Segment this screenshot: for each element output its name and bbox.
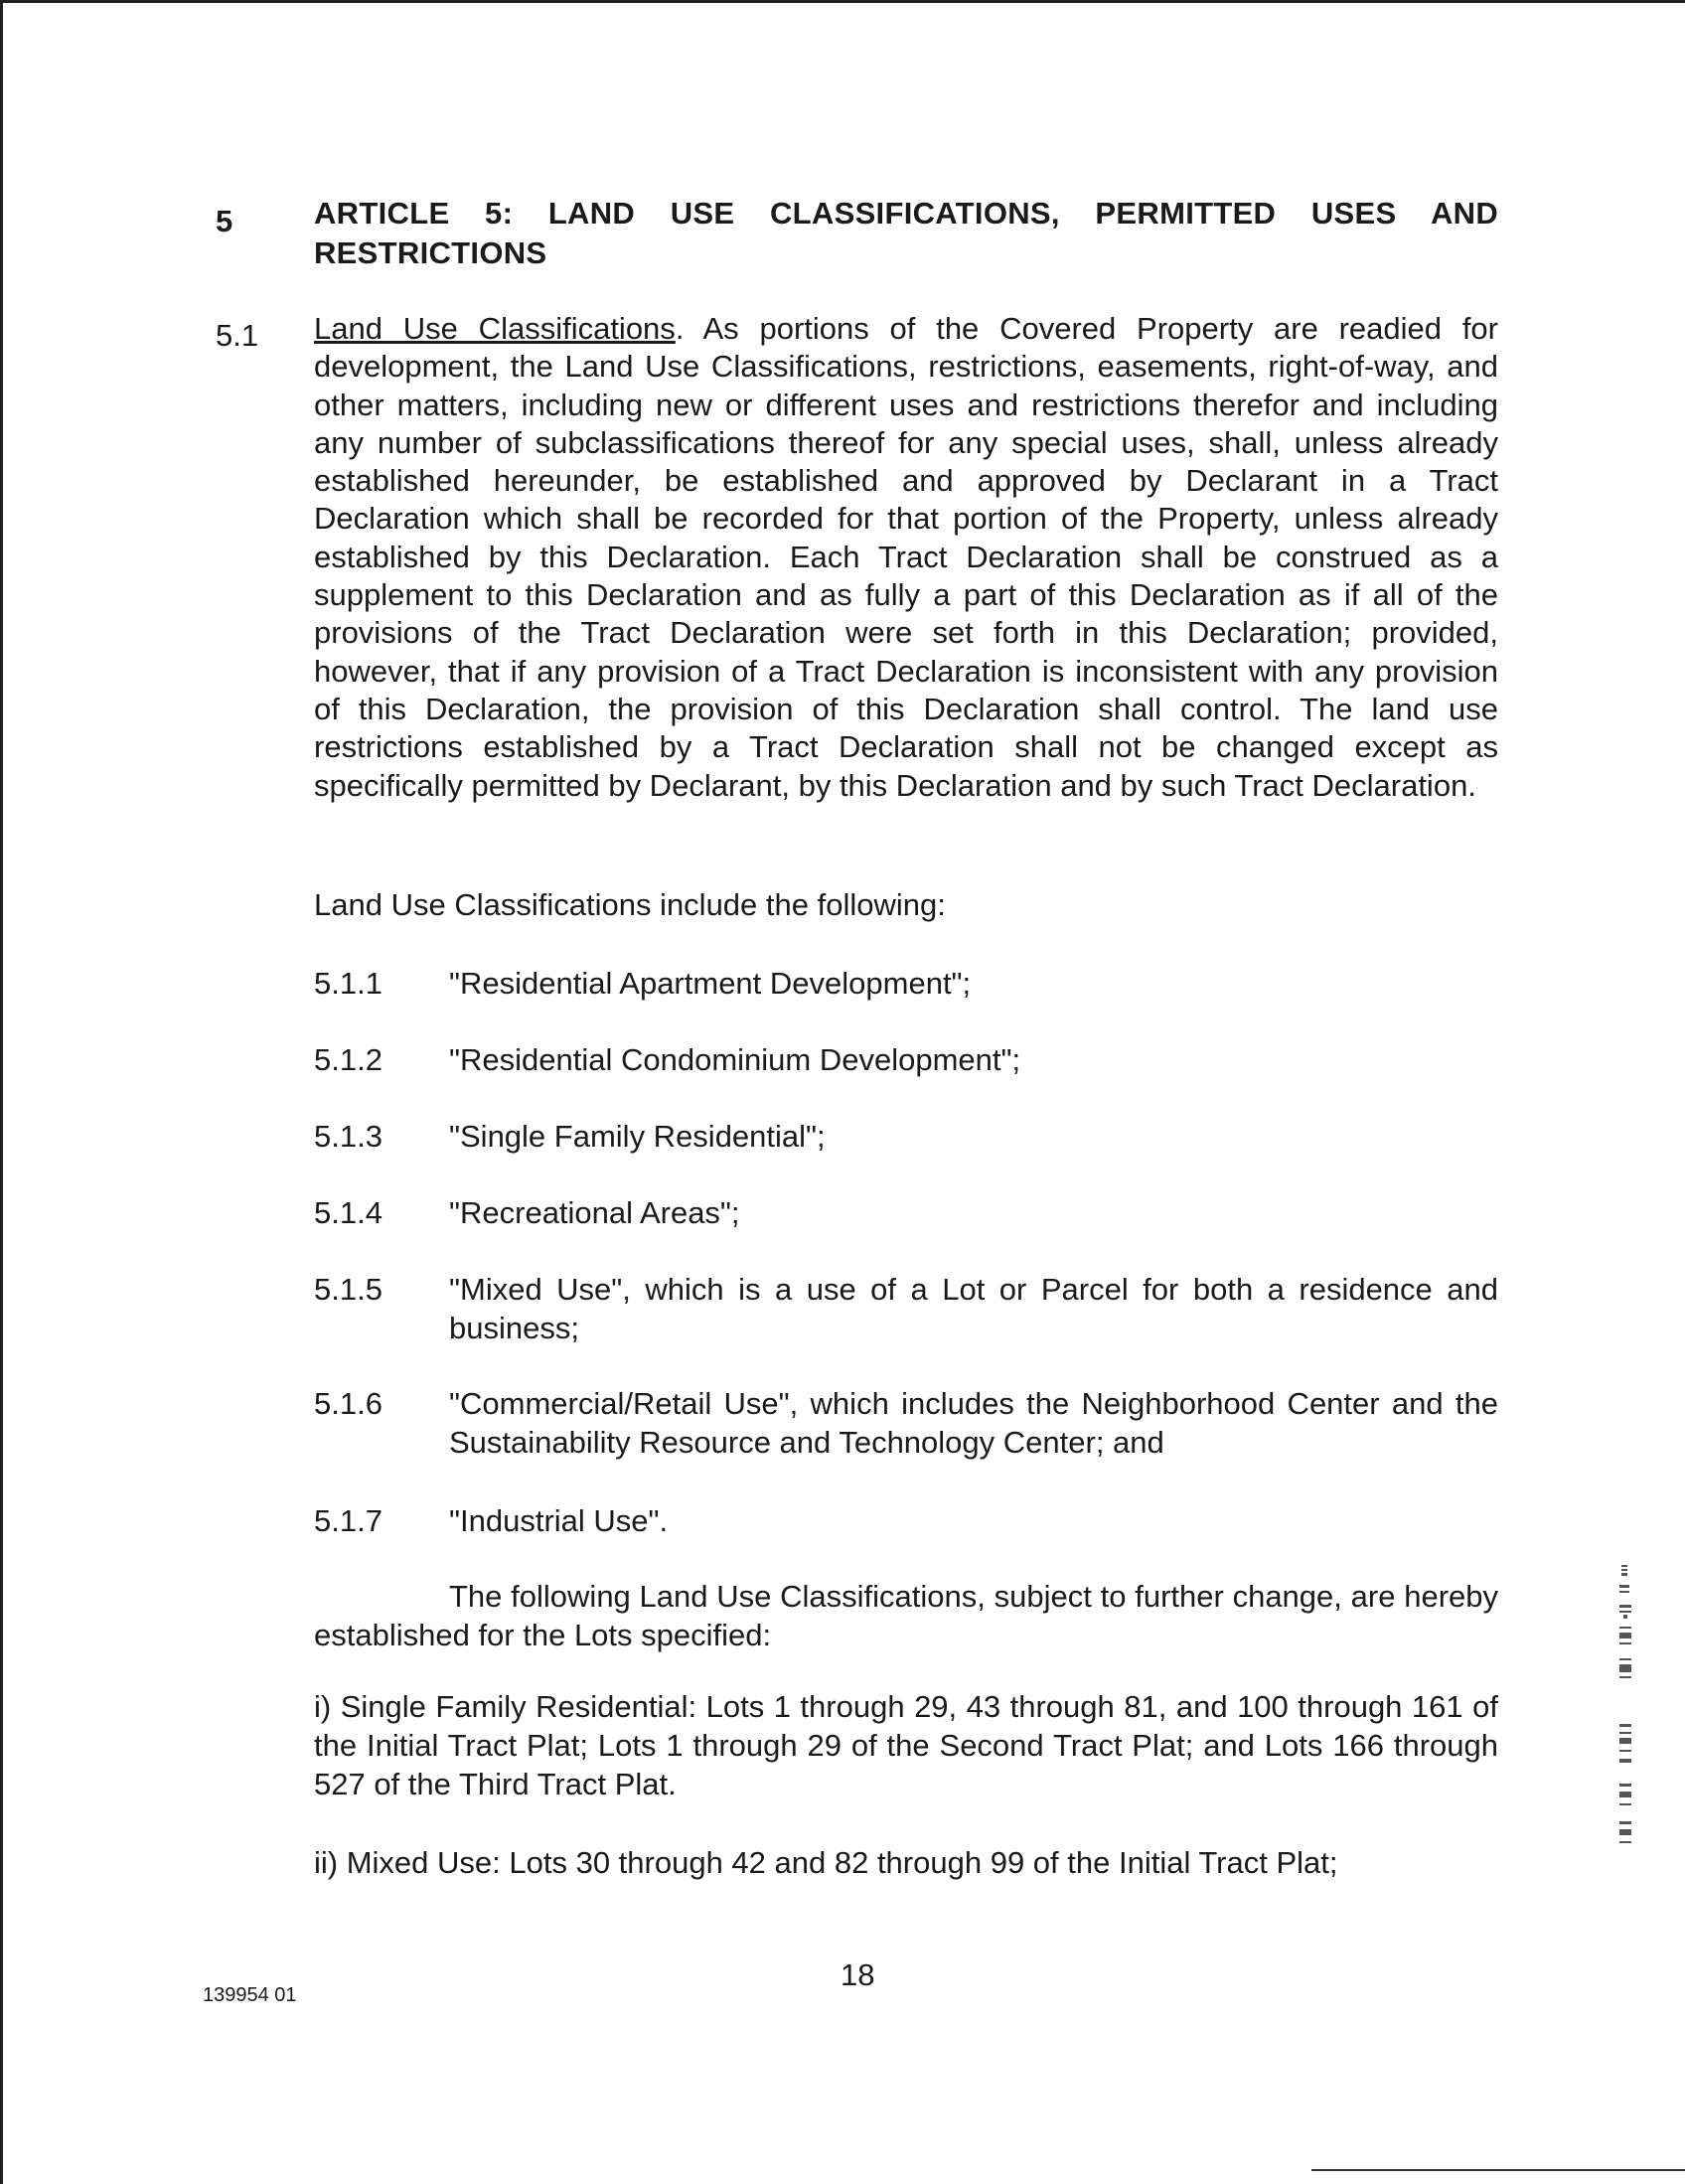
established-item-ii: ii) Mixed Use: Lots 30 through 42 and 82 through 99 of the Initial Tract Plat; — [314, 1845, 1338, 1880]
classification-number: 5.1.7 — [314, 1503, 383, 1538]
scan-border-bottom — [1311, 2169, 1685, 2171]
classification-number: 5.1.6 — [314, 1386, 383, 1421]
margin-recording-stamp — [1611, 1565, 1641, 1923]
classification-text: "Single Family Residential"; — [449, 1119, 826, 1154]
scan-border-left — [0, 0, 3, 2184]
article-number: 5 — [216, 204, 233, 238]
article-title: ARTICLE 5: LAND USE CLASSIFICATIONS, PERMITTED USES AND RESTRICTIONS — [314, 196, 1498, 270]
classification-text: "Commercial/Retail Use", which includes the Neighborhood Center and the Sustainability Resource and Technology Center; and — [449, 1386, 1498, 1460]
established-intro: The following Land Use Classifications, subject to further change, are hereby established for the Lots specified: — [314, 1579, 1498, 1652]
section-heading: Land Use Classifications — [314, 311, 676, 346]
classification-number: 5.1.4 — [314, 1195, 383, 1230]
classification-number: 5.1.2 — [314, 1042, 383, 1077]
document-code: 139954 01 — [203, 1984, 297, 2006]
classification-number: 5.1.5 — [314, 1272, 383, 1307]
scan-border-top — [0, 0, 1685, 3]
classification-text: "Recreational Areas"; — [449, 1195, 740, 1230]
classifications-intro: Land Use Classifications include the following: — [314, 887, 946, 922]
section-number: 5.1 — [216, 318, 259, 353]
classification-number: 5.1.3 — [314, 1119, 383, 1154]
page-number: 18 — [841, 1957, 875, 1992]
section-body-text: . As portions of the Covered Property are readied for development, the Land Use Classifications, restrictions, easements, right-of-way, and other matters, including new or different uses and restrictions therefor and including any number of subclassifications thereof for any special uses, shall, unless already established hereunder, be established and approved by Declarant in a Tract Declaration which shall be recorded for that portion of the Property, unless already established by this Declaration. Each Tract Declaration shall be construed as a supplement to this Declaration and as fully a part of this Declaration as if all of the provisions of the Tract Declaration were set forth in this Declaration; provided, however, that if any provision of a Tract Declaration is inconsistent with any provision of this Declaration, the provision of this Declaration shall control. The land use restrictions established by a Tract Declaration shall not be changed except as specifically permitted by Declarant, by this Declaration and by such Tract Declaration. — [314, 311, 1498, 803]
classification-text: "Residential Apartment Development"; — [449, 966, 972, 1001]
classification-number: 5.1.1 — [314, 966, 383, 1001]
classification-text: "Mixed Use", which is a use of a Lot or Parcel for both a residence and business; — [449, 1272, 1498, 1345]
classification-text: "Industrial Use". — [449, 1503, 669, 1538]
established-item-i: i) Single Family Residential: Lots 1 through 29, 43 through 81, and 100 through 161 of the Initial Tract Plat; Lots 1 through 29 of the Second Tract Plat; and Lots 166 through 527 of the Third Tract Plat. — [314, 1689, 1498, 1801]
classification-text: "Residential Condominium Development"; — [449, 1042, 1021, 1077]
section-paragraph — [314, 310, 1498, 805]
